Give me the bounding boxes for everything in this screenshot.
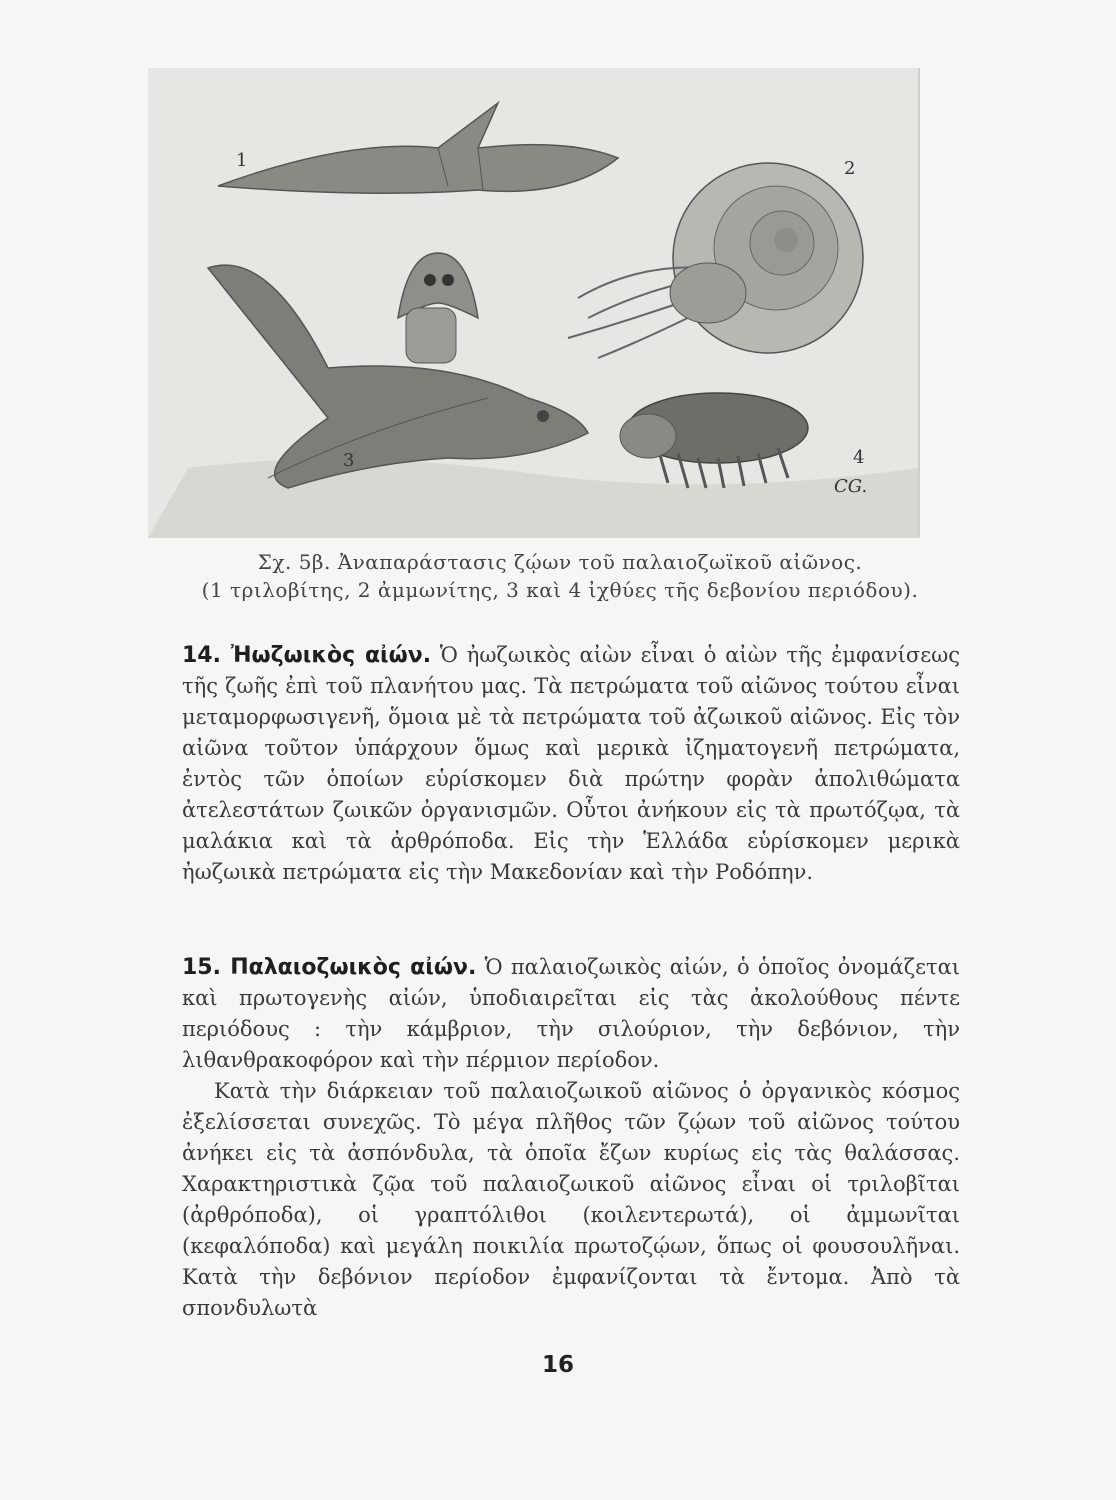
paleozoic-animals-drawing	[148, 68, 918, 538]
figure-label-2: 2	[844, 158, 856, 179]
fossil-illustration	[148, 68, 920, 538]
section-15-paragraph-2: Κατὰ τὴν διάρκειαν τοῦ παλαιοζωικοῦ αἰῶνος ὁ ὀργανικὸς κόσμος ἐξελίσσεται συνεχῶς. Τὸ μέγα πλῆθος τῶν ζῴων τοῦ αἰῶνος τούτου ἀνήκει εἰς τὰ ἀσπόνδυλα, τὰ ὁποῖα ἔζων κυρίως εἰς τὰς θαλάσσας. Χαρακτηριστικὰ ζῷα τοῦ παλαιοζωικοῦ αἰῶνος εἶναι οἱ τριλοβῖται (ἀρθρόποδα), οἱ γραπτόλιθοι (κοιλεντερωτά), οἱ ἀμμωνῖται (κεφαλόποδα) καὶ μεγάλη ποικιλία πρωτοζῴων, ὅπως οἱ φουσουλῆναι. Κατὰ τὴν δεβόνιον περίοδον ἐμφανίζονται τὰ ἔντομα. Ἀπὸ τὰ σπονδυλωτὰ	[182, 1079, 960, 1320]
figure-label-4: 4	[853, 447, 865, 468]
figure-label-3: 3	[343, 450, 355, 471]
artist-initials: CG.	[834, 476, 868, 497]
caption-line-2: (1 τριλοβίτης, 2 ἀμμωνίτης, 3 καὶ 4 ἰχθύες τῆς δεβονίου περιόδου).	[201, 578, 919, 602]
caption-line-1: Σχ. 5β. Ἀναπαράστασις ζῴων τοῦ παλαιοζωϊκοῦ αἰῶνος.	[257, 550, 863, 574]
section-15-text: Ὁ παλαιοζωικὸς αἰών, ὁ ὁποῖος ὀνομάζεται καὶ πρωτογενὴς αἰών, ὑποδιαιρεῖται εἰς τὰς ἀκολούθους πέντε περιόδους : τὴν κάμβριον, τὴν σιλούριον, τὴν δεβόνιον, τὴν λιθανθρακοφόρον καὶ τὴν πέρμιον περίοδον.	[182, 955, 960, 1072]
figure-label-1: 1	[236, 150, 248, 171]
section-14-text: Ὁ ἠωζωικὸς αἰὼν εἶναι ὁ αἰὼν τῆς ἐμφανίσεως τῆς ζωῆς ἐπὶ τοῦ πλανήτου μας. Τὰ πετρώματα τοῦ αἰῶνος τούτου εἶναι μεταμορφωσιγενῆ, ὅμοια μὲ τὰ πετρώματα τοῦ ἀζωικοῦ αἰῶνος. Εἰς τὸν αἰῶνα τοῦτον ὑπάρχουν ὅμως καὶ μερικὰ ἰζηματογενῆ πετρώματα, ἐντὸς τῶν ὁποίων εὑρίσκομεν διὰ πρώτην φορὰν ἀπολιθώματα ἀτελεστάτων ζωικῶν ὀργανισμῶν. Οὗτοι ἀνήκουν εἰς τὰ πρωτόζῳα, τὰ μαλάκια καὶ τὰ ἀρθρόποδα. Εἰς τὴν Ἑλλάδα εὑρίσκομεν μερικὰ ἠωζωικὰ πετρώματα εἰς τὴν Μακεδονίαν καὶ τὴν Ροδόπην.	[182, 643, 960, 884]
page-number: 16	[541, 1352, 574, 1378]
section-15-heading: 15. Παλαιοζωικὸς αἰών.	[182, 955, 477, 980]
section-14	[182, 640, 960, 888]
figure-caption	[150, 548, 970, 604]
section-14-heading: 14. Ἠωζωικὸς αἰών.	[182, 643, 432, 668]
section-15	[182, 952, 960, 1324]
